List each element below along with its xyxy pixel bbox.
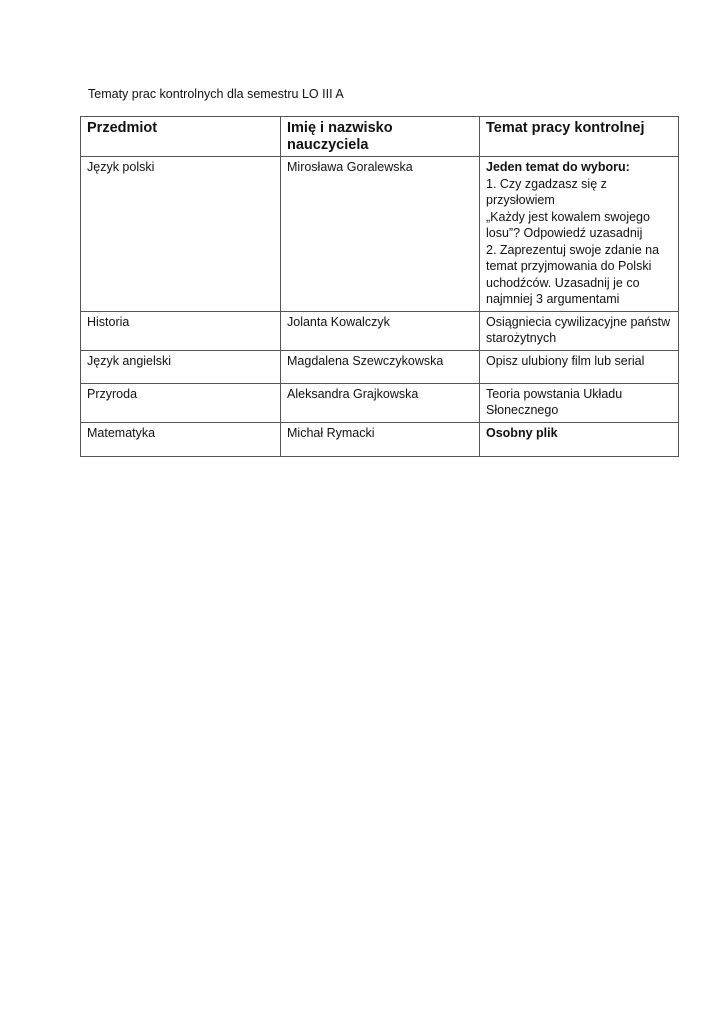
- table-row: [81, 157, 679, 312]
- cell-teacher: Michał Rymacki: [281, 422, 480, 456]
- table-row: [81, 311, 679, 350]
- topic-line: Osobny plik: [486, 425, 558, 440]
- table-row: [81, 350, 679, 383]
- topic-line: 1. Czy zgadzasz się z przysłowiem: [486, 176, 607, 207]
- cell-subject: Język angielski: [81, 350, 281, 383]
- topic-line: temat przyjmowania do Polski: [486, 259, 652, 273]
- header-subject: Przedmiot: [81, 117, 281, 157]
- cell-subject: Język polski: [81, 157, 281, 312]
- cell-subject: Przyroda: [81, 383, 281, 422]
- cell-topic: [480, 157, 679, 312]
- cell-topic: [480, 350, 679, 383]
- cell-topic: [480, 311, 679, 350]
- topic-line: 2. Zaprezentuj swoje zdanie na: [486, 242, 660, 257]
- header-teacher: Imię i nazwisko nauczyciela: [281, 117, 480, 157]
- cell-teacher: Mirosława Goralewska: [281, 157, 480, 312]
- cell-topic: [480, 422, 679, 456]
- document-title: Tematy prac kontrolnych dla semestru LO III A: [88, 87, 344, 101]
- topics-table: [80, 116, 679, 457]
- table-row: [81, 422, 679, 456]
- cell-subject: Matematyka: [81, 422, 281, 456]
- topic-line: losu”? Odpowiedź uzasadnij: [486, 226, 643, 240]
- cell-teacher: Magdalena Szewczykowska: [281, 350, 480, 383]
- topic-line: Teoria powstania Układu: [486, 386, 623, 401]
- topic-line: starożytnych: [486, 331, 557, 345]
- cell-teacher: Aleksandra Grajkowska: [281, 383, 480, 422]
- topic-line: najmniej 3 argumentami: [486, 292, 620, 306]
- topic-heading: Jeden temat do wyboru:: [486, 160, 630, 174]
- cell-teacher: Jolanta Kowalczyk: [281, 311, 480, 350]
- topic-line: Opisz ulubiony film lub serial: [486, 353, 645, 368]
- topic-line: uchodźców. Uzasadnij je co: [486, 275, 640, 290]
- header-topic: Temat pracy kontrolnej: [480, 117, 679, 157]
- cell-subject: Historia: [81, 311, 281, 350]
- cell-topic: [480, 383, 679, 422]
- table-row: [81, 383, 679, 422]
- topic-line: Słonecznego: [486, 403, 559, 417]
- topic-line: „Każdy jest kowalem swojego: [486, 209, 650, 224]
- table-header-row: [81, 117, 679, 157]
- topic-line: Osiągniecia cywilizacyjne państw: [486, 314, 671, 329]
